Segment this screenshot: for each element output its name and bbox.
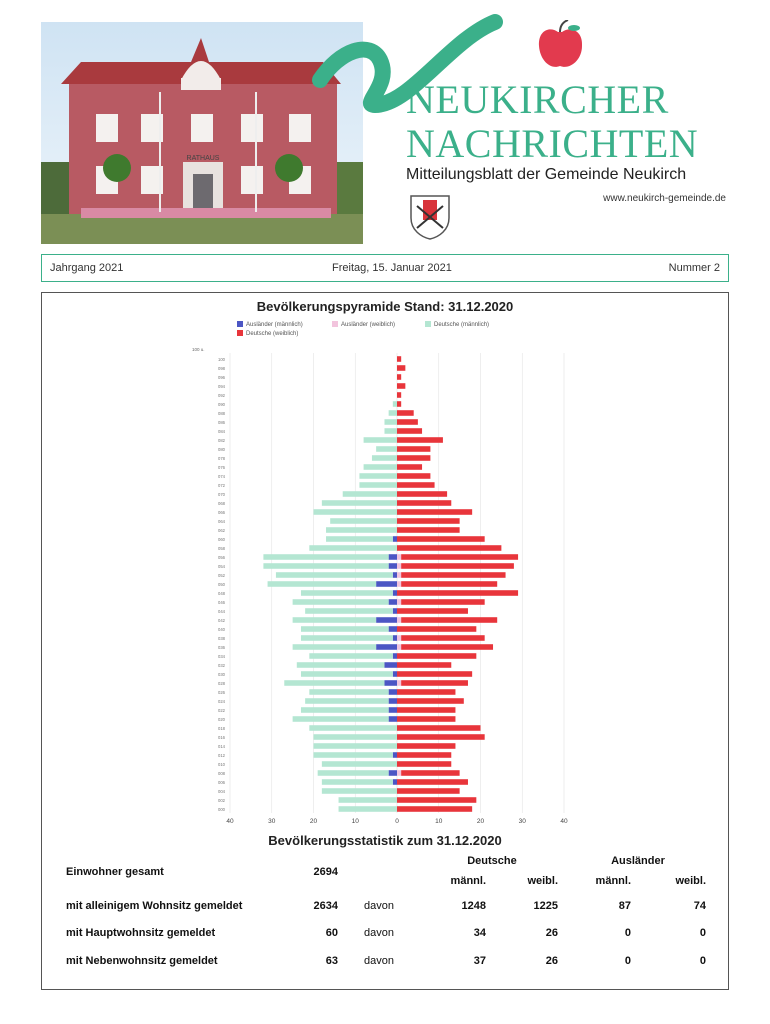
bar-deutsche-weiblich [397, 779, 468, 785]
bar-deutsche-weiblich [397, 734, 485, 740]
bar-deutsche-maennlich [322, 500, 397, 506]
bar-auslaender-maennlich [389, 698, 397, 704]
age-tick-label: 042 [218, 618, 225, 623]
age-tick-label: 010 [218, 762, 225, 767]
bar-deutsche-maennlich [343, 491, 397, 497]
bar-deutsche-weiblich [397, 626, 476, 632]
bar-deutsche-maennlich [301, 590, 393, 596]
bar-auslaender-maennlich [376, 617, 397, 623]
stats-row-total: 63 [325, 955, 338, 967]
age-tick-label: 002 [218, 798, 225, 803]
age-tick-label: 086 [218, 420, 225, 425]
stats-row-label: Einwohner gesamt [66, 866, 164, 878]
age-tick-label: 062 [218, 528, 225, 533]
x-tick-label: 40 [226, 818, 234, 825]
bar-deutsche-weiblich [397, 671, 472, 677]
age-tick-label: 048 [218, 591, 225, 596]
x-tick-label: 20 [476, 818, 485, 825]
stats-cell: 26 [545, 927, 558, 939]
bar-deutsche-maennlich [293, 716, 389, 722]
age-tick-label: 008 [218, 771, 225, 776]
age-tick-label: 020 [218, 717, 225, 722]
bar-deutsche-weiblich [397, 797, 476, 803]
bar-deutsche-maennlich [359, 482, 397, 488]
stats-title: Bevölkerungsstatistik zum 31.12.2020 [268, 833, 502, 848]
bar-auslaender-maennlich [393, 608, 397, 614]
bar-deutsche-maennlich [276, 572, 393, 578]
bar-deutsche-weiblich [397, 788, 460, 794]
stats-cell: 26 [545, 955, 558, 967]
bar-auslaender-weiblich [397, 635, 401, 641]
age-tick-label: 096 [218, 375, 225, 380]
bar-deutsche-weiblich [397, 653, 476, 659]
bar-deutsche-weiblich [397, 383, 405, 389]
issue-info-bar [41, 254, 729, 282]
bar-deutsche-maennlich [314, 734, 398, 740]
bar-deutsche-maennlich [309, 545, 397, 551]
stats-cell: 1225 [533, 900, 558, 912]
legend-label: Deutsche (weiblich) [246, 331, 299, 337]
stats-row-label: mit Nebenwohnsitz gemeldet [66, 955, 218, 967]
bar-deutsche-weiblich [397, 500, 451, 506]
bar-deutsche-weiblich [397, 752, 451, 758]
issue-date: Freitag, 15. Januar 2021 [332, 262, 452, 274]
bar-deutsche-weiblich [401, 635, 485, 641]
website-link[interactable]: www.neukirch-gemeinde.de [603, 193, 726, 204]
age-tick-label: 044 [218, 609, 225, 614]
stats-row-label: mit alleinigem Wohnsitz gemeldet [66, 900, 243, 912]
bar-deutsche-weiblich [397, 356, 401, 362]
age-tick-label: 098 [218, 366, 225, 371]
stats-cell: 0 [624, 927, 631, 939]
bar-auslaender-maennlich [393, 536, 397, 542]
age-tick-label: 038 [218, 636, 225, 641]
masthead-title-line1: NEUKIRCHER [406, 77, 669, 122]
age-tick-label: 078 [218, 456, 225, 461]
age-tick-label: 068 [218, 501, 225, 506]
stats-cell: 87 [618, 900, 631, 912]
bar-deutsche-weiblich [397, 707, 455, 713]
bar-deutsche-maennlich [309, 725, 397, 731]
bar-auslaender-weiblich [397, 563, 401, 569]
bar-deutsche-weiblich [397, 698, 464, 704]
bar-deutsche-weiblich [397, 473, 430, 479]
bar-auslaender-maennlich [389, 563, 397, 569]
bar-deutsche-maennlich [339, 797, 397, 803]
coat-of-arms-icon [405, 192, 455, 240]
age-tick-label: 084 [218, 429, 225, 434]
bar-deutsche-weiblich [397, 491, 447, 497]
age-tick-label: 006 [218, 780, 225, 785]
bar-auslaender-weiblich [397, 617, 401, 623]
bar-auslaender-maennlich [393, 653, 397, 659]
bar-deutsche-weiblich [397, 419, 418, 425]
age-tick-label: 094 [218, 384, 225, 389]
bar-deutsche-weiblich [401, 581, 497, 587]
chart-title: Bevölkerungspyramide Stand: 31.12.2020 [256, 299, 514, 314]
age-tick-label: 032 [218, 663, 225, 668]
bar-deutsche-maennlich [293, 644, 377, 650]
age-tick-label: 052 [218, 573, 225, 578]
bar-deutsche-maennlich [330, 518, 397, 524]
stats-col-deutsche-maennl: männl. [450, 875, 486, 887]
bar-auslaender-maennlich [393, 590, 397, 596]
masthead-subtitle: Mitteilungsblatt der Gemeinde Neukirch [406, 166, 687, 183]
stats-cell: 34 [473, 927, 486, 939]
bar-deutsche-weiblich [397, 608, 468, 614]
bar-deutsche-maennlich [301, 626, 389, 632]
issue-number: Nummer 2 [668, 262, 720, 274]
bar-deutsche-weiblich [397, 743, 455, 749]
bar-deutsche-weiblich [401, 617, 497, 623]
stats-cell: 0 [624, 955, 631, 967]
bar-deutsche-maennlich [322, 788, 397, 794]
bar-deutsche-maennlich [263, 554, 388, 560]
bar-deutsche-maennlich [314, 743, 398, 749]
bar-deutsche-maennlich [301, 707, 389, 713]
bar-auslaender-weiblich [397, 599, 401, 605]
bar-deutsche-maennlich [309, 653, 393, 659]
masthead-title-line2: NACHRICHTEN [406, 121, 699, 166]
bar-deutsche-weiblich [397, 437, 443, 443]
bar-deutsche-maennlich [326, 527, 397, 533]
bar-deutsche-maennlich [393, 401, 397, 407]
age-tick-label: 090 [218, 402, 225, 407]
stats-row-total: 2634 [313, 900, 338, 912]
bar-auslaender-maennlich [393, 671, 397, 677]
bar-deutsche-maennlich [268, 581, 377, 587]
age-tick-label: 014 [218, 744, 225, 749]
bar-deutsche-weiblich [397, 410, 414, 416]
age-tick-label: 016 [218, 735, 225, 740]
bar-deutsche-weiblich [397, 662, 451, 668]
bar-auslaender-maennlich [389, 716, 397, 722]
x-tick-label: 30 [268, 818, 276, 825]
bar-deutsche-maennlich [376, 446, 397, 452]
bar-auslaender-weiblich [397, 644, 401, 650]
stats-cell: 1248 [461, 900, 486, 912]
age-tick-label: 030 [218, 672, 225, 677]
bar-deutsche-weiblich [397, 482, 435, 488]
bar-auslaender-maennlich [389, 770, 397, 776]
bar-deutsche-weiblich [397, 401, 401, 407]
x-tick-label: 20 [309, 818, 318, 825]
bar-deutsche-maennlich [309, 689, 388, 695]
bar-deutsche-maennlich [293, 599, 389, 605]
stats-row-davon: davon [364, 900, 394, 912]
bar-deutsche-weiblich [397, 545, 501, 551]
bar-auslaender-maennlich [389, 599, 397, 605]
bar-deutsche-maennlich [372, 455, 397, 461]
age-tick-label: 040 [218, 627, 225, 632]
apple-logo [536, 20, 586, 72]
bar-deutsche-weiblich [397, 455, 430, 461]
stats-col-auslaender-maennl: männl. [595, 875, 631, 887]
stats-row-total: 60 [325, 927, 338, 939]
bar-deutsche-maennlich [301, 635, 393, 641]
legend-label: Ausländer (männlich) [246, 322, 303, 328]
bar-deutsche-maennlich [305, 608, 393, 614]
bar-deutsche-maennlich [384, 419, 397, 425]
age-tick-label: 046 [218, 600, 225, 605]
bar-deutsche-weiblich [397, 428, 422, 434]
bar-deutsche-maennlich [364, 437, 397, 443]
stats-cell: 0 [699, 955, 706, 967]
bar-deutsche-maennlich [384, 428, 397, 434]
age-tick-label: 034 [218, 654, 225, 659]
bar-deutsche-maennlich [284, 680, 384, 686]
bar-deutsche-maennlich [318, 770, 389, 776]
bar-deutsche-weiblich [397, 716, 455, 722]
stats-col-deutsche-weibl: weibl. [527, 875, 558, 887]
age-tick-label: 072 [218, 483, 225, 488]
age-tick-label: 022 [218, 708, 225, 713]
stats-row-total: 2694 [313, 866, 338, 878]
bar-deutsche-weiblich [397, 365, 405, 371]
bar-auslaender-maennlich [389, 707, 397, 713]
x-tick-label: 40 [560, 818, 568, 825]
stats-cell: 0 [699, 927, 706, 939]
bar-auslaender-maennlich [389, 554, 397, 560]
bar-deutsche-weiblich [401, 644, 493, 650]
x-tick-label: 30 [518, 818, 526, 825]
age-tick-label: 092 [218, 393, 225, 398]
bar-auslaender-maennlich [376, 581, 397, 587]
bar-deutsche-weiblich [397, 806, 472, 812]
bar-deutsche-maennlich [314, 752, 393, 758]
bar-deutsche-weiblich [397, 374, 401, 380]
age-tick-label: 004 [218, 789, 225, 794]
bar-auslaender-maennlich [384, 680, 397, 686]
bar-deutsche-weiblich [397, 392, 401, 398]
age-tick-label: 070 [218, 492, 225, 497]
age-tick-label: 076 [218, 465, 225, 470]
stats-cell: 37 [473, 955, 486, 967]
population-pyramid-chart [42, 293, 730, 833]
stats-row-label: mit Hauptwohnsitz gemeldet [66, 927, 216, 939]
bar-deutsche-maennlich [364, 464, 397, 470]
legend-label: Deutsche (männlich) [434, 322, 490, 328]
x-tick-label: 10 [435, 818, 443, 825]
bar-deutsche-weiblich [397, 464, 422, 470]
age-tick-label: 064 [218, 519, 225, 524]
stats-col-auslaender-weibl: weibl. [675, 875, 706, 887]
bar-deutsche-weiblich [397, 689, 455, 695]
bar-auslaender-maennlich [384, 662, 397, 668]
bar-deutsche-weiblich [401, 563, 514, 569]
bar-deutsche-weiblich [397, 518, 460, 524]
x-tick-label: 0 [395, 818, 399, 825]
stats-cell: 74 [693, 900, 706, 912]
stats-row-davon: davon [364, 927, 394, 939]
bar-auslaender-maennlich [376, 644, 397, 650]
bar-deutsche-weiblich [397, 527, 460, 533]
age-tick-label: 066 [218, 510, 225, 515]
bar-deutsche-weiblich [401, 572, 505, 578]
stats-row-davon: davon [364, 955, 394, 967]
bar-deutsche-weiblich [397, 446, 430, 452]
bar-deutsche-maennlich [301, 671, 393, 677]
bar-deutsche-maennlich [326, 536, 393, 542]
age-tick-label: 026 [218, 690, 225, 695]
bar-deutsche-maennlich [339, 806, 397, 812]
age-tick-label: 028 [218, 681, 225, 686]
stats-group-deutsche: Deutsche [467, 855, 517, 867]
bar-auslaender-weiblich [397, 572, 401, 578]
bar-deutsche-weiblich [397, 761, 451, 767]
bar-deutsche-weiblich [401, 554, 518, 560]
age-tick-label: 012 [218, 753, 225, 758]
bar-auslaender-weiblich [397, 770, 401, 776]
photo-sign: RATHAUS [186, 155, 220, 162]
age-tick-label: 074 [218, 474, 225, 479]
bar-deutsche-maennlich [293, 617, 377, 623]
age-tick-label: 024 [218, 699, 225, 704]
age-tick-label: 082 [218, 438, 225, 443]
bar-auslaender-maennlich [393, 779, 397, 785]
age-tick-label: 000 [218, 807, 225, 812]
bar-auslaender-maennlich [389, 626, 397, 632]
bar-deutsche-maennlich [389, 410, 397, 416]
bar-deutsche-maennlich [263, 563, 388, 569]
bar-auslaender-maennlich [393, 752, 397, 758]
bar-auslaender-maennlich [393, 635, 397, 641]
bar-deutsche-maennlich [314, 509, 398, 515]
age-tick-label: 054 [218, 564, 225, 569]
age-tick-label: 050 [218, 582, 225, 587]
bar-deutsche-maennlich [359, 473, 397, 479]
age-tick-label: 060 [218, 537, 225, 542]
bar-auslaender-weiblich [397, 554, 401, 560]
bar-auslaender-weiblich [397, 581, 401, 587]
bar-deutsche-weiblich [397, 536, 485, 542]
age-tick-label: 100 [218, 357, 225, 362]
bar-deutsche-maennlich [322, 761, 397, 767]
age-tick-label: 036 [218, 645, 225, 650]
age-tick-label: 056 [218, 555, 225, 560]
age-tick-label: 080 [218, 447, 225, 452]
age-tick-label: 058 [218, 546, 225, 551]
age-tick-label: 088 [218, 411, 225, 416]
bar-deutsche-weiblich [401, 599, 485, 605]
age-tick-label: 018 [218, 726, 225, 731]
content-panel [41, 292, 729, 990]
bar-deutsche-weiblich [401, 680, 468, 686]
bar-deutsche-weiblich [401, 770, 459, 776]
bar-auslaender-weiblich [397, 680, 401, 686]
bar-deutsche-maennlich [305, 698, 389, 704]
x-tick-label: 10 [351, 818, 359, 825]
bar-auslaender-maennlich [389, 689, 397, 695]
bar-deutsche-maennlich [297, 662, 385, 668]
legend-label: Ausländer (weiblich) [341, 322, 396, 328]
volume-label: Jahrgang 2021 [50, 262, 124, 274]
bar-auslaender-maennlich [393, 572, 397, 578]
bar-deutsche-maennlich [322, 779, 393, 785]
bar-deutsche-weiblich [397, 509, 472, 515]
bar-deutsche-weiblich [397, 725, 481, 731]
bar-deutsche-weiblich [397, 590, 518, 596]
age-axis-top-label: 100 u. [192, 347, 205, 352]
stats-group-auslaender: Ausländer [611, 855, 665, 867]
